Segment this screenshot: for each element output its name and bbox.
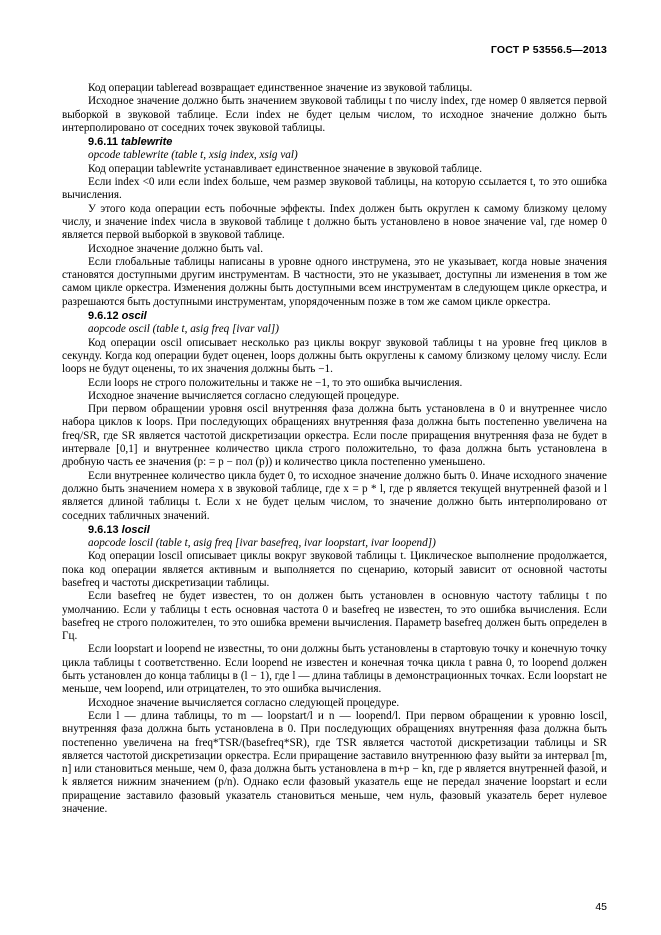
clause-name: oscil (121, 310, 147, 323)
clause-heading (62, 524, 607, 537)
paragraph: Исходное значение вычисляется согласно следующей процедуре. (88, 696, 400, 709)
opcode-signature: opcode tablewrite (table t, xsig index, xsig val) (88, 149, 298, 162)
paragraph: Код операции tableread возвращает единственное значение из звуковой таблицы. (88, 82, 473, 94)
document-body (62, 82, 607, 816)
paragraph: Если basefreq не будет известен, то он должен быть установлен в основную частоту таблицы t по умолчанию. Если у таблицы t есть основная частота 0 и basefreq не известен, то это ошибка вычисления. Если basefreq не строго положителен, то это ошибка времени вычисления. Параметр basefreq должен быть определен в Гц. (62, 590, 607, 643)
opcode-signature: aopcode oscil (table t, asig freq [ivar val]) (88, 323, 279, 336)
clause-heading (62, 310, 607, 323)
paragraph: Если loops не строго положительны и также не −1, то это ошибка вычисления. (88, 376, 463, 389)
clause-name: tablewrite (121, 136, 173, 149)
paragraph: Если l — длина таблицы, то m — loopstart/l и n — loopend/l. При первом обращении к уровню loscil, внутренняя фаза должна быть установлена в 0. При последующих обращениях внутренняя фаза должна быть постепенно увеличена на freq*TSR/(basefreq*SR), где TSR является частотой дискретизации таблицы и SR является частотой дискретизации оркестра. Если приращение заставило внутреннюю фазу выйти за интервал [m, n] или становиться меньше, чем 0, фаза должна быть установлена в m+p − kn, где p является внутренней фазой, и k является нижним значением (p/n). Однако если фазовый указатель еще не передал значение loopstart и если приращение заставило фазовый указатель становиться меньше, чем нуль, фазовый указатель берет нулевое значение. (62, 709, 607, 816)
paragraph: При первом обращении уровня oscil внутренняя фаза должна быть установлена в 0 и внутреннее число набора циклов к loops. При последующих обращениях внутренняя фаза должна быть постепенно увеличена на freq/SR, где SR является частотой дискретизации оркестра. Если после приращения внутренняя фаза не будет в интервале [0,1] и внутреннее количество цикла строго положительно, то фаза должна быть установлена в дробную часть ее значения (p: = p − пол (p)) и количество цикла постепенно уменьшено. (62, 403, 607, 469)
paragraph: Код операции oscil описывает несколько раз циклы вокруг звуковой таблицы t на уровне freq циклов в секунду. Когда код операции будет оценен, loops должны быть округлены к самому близкому целому числу. Если loops не будут оценены, то их значения должны быть −1. (62, 336, 607, 376)
paragraph: Если глобальные таблицы написаны в уровне одного инструмена, это не указывает, когда новые значения становятся доступными другим инструментам. В частности, это не указывает, доступны ли изменения в том же самом цикле оркестра. Изменения должны быть доступными всем инструментам в следующем цикле оркестра, и разрешаются быть доступными инструментам, упорядоченным позже в том же самом цикле оркестра. (62, 255, 607, 308)
clause-name: loscil (121, 523, 150, 536)
paragraph: Исходное значение должно быть значением звуковой таблицы t по числу index, где номер 0 является первой выборкой в звуковой таблице. Если index не будет целым числом, то исходное значение должно быть интерполировано от соседних точек звуковой таблицы. (62, 95, 607, 134)
clause-number: 9.6.11 (88, 136, 118, 149)
paragraph: Исходное значение должно быть val. (88, 242, 264, 255)
clause-number: 9.6.13 (88, 523, 119, 536)
opcode-signature: aopcode loscil (table t, asig freq [ivar basefreq, ivar loopstart, ivar loopend]) (88, 537, 436, 550)
page-header: ГОСТ Р 53556.5—2013 (490, 44, 607, 56)
paragraph: Код операции loscil описывает циклы вокруг звуковой таблицы t. Циклическое выполнение продолжается, пока код операции является активным и выполняется по сценарию, который зависит от основной частоты basefreq и частоты дискретизации таблицы. (62, 550, 607, 589)
paragraph: Исходное значение вычисляется согласно следующей процедуре. (88, 389, 400, 402)
paragraph: У этого кода операции есть побочные эффекты. Index должен быть округлен к самому близкому целому числу, и значение index числа в звуковой таблице t должно быть установлено в новое значение val, где номер 0 является первой выборкой в звуковой таблице. (62, 202, 607, 242)
paragraph: Если loopstart и loopend не известны, то они должны быть установлены в стартовую точку и конечную точку цикла таблицы t соответственно. Если loopend не известен и конечная точка цикла t равна 0, то loopend должен быть установлен до конца таблицы в (l − 1), где l — длина таблицы в демонстрационных точках. Если loopstart не меньше, чем loopend, или отрицателен, то это ошибка вычисления. (62, 643, 607, 696)
paragraph: Код операции tablewrite устанавливает единственное значение в звуковой таблице. (88, 162, 483, 175)
paragraph: Если index <0 или если index больше, чем размер звуковой таблицы, на которую ссылается t, то это ошибка вычисления. (62, 176, 607, 202)
clause-heading (62, 136, 607, 149)
paragraph: Если внутреннее количество цикла будет 0, то исходное значение должно быть 0. Иначе исходного значение должно быть значением номера x в звуковой таблице, где x = p * l, где p является текущей внутренней фазой и l является длиной таблицы t. Если x не будет целым числом, то значение должно быть интерполировано от соседних табличных значений. (62, 469, 607, 522)
clause-number: 9.6.12 (88, 310, 119, 323)
page-number: 45 (595, 901, 607, 913)
